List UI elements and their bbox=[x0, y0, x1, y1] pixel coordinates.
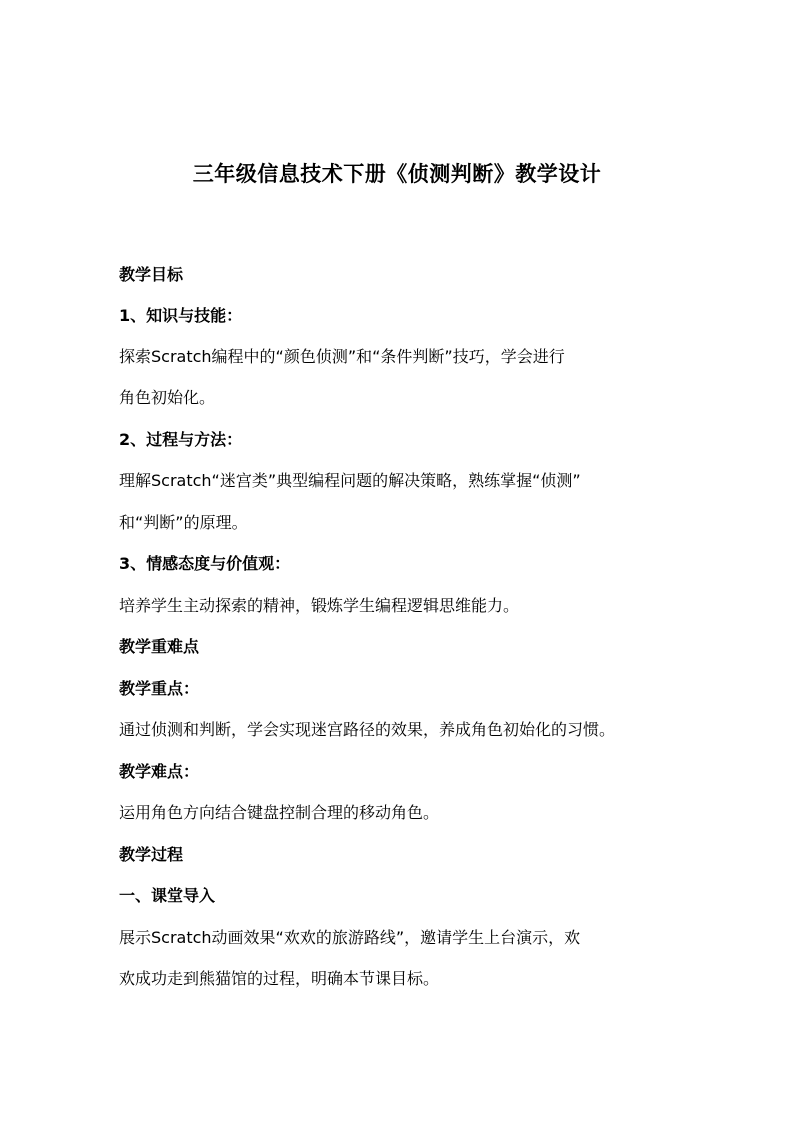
section-heading-process: 教学过程 bbox=[119, 845, 184, 864]
paragraph-line: 培养学生主动探索的精神，锻炼学生编程逻辑思维能力。 bbox=[119, 596, 520, 615]
subheading-difficulty: 教学难点： bbox=[119, 762, 200, 781]
paragraph-line: 理解Scratch“迷宫类”典型编程问题的解决策略，熟练掌握“侦测” bbox=[119, 471, 581, 490]
paragraph-line: 运用角色方向结合键盘控制合理的移动角色。 bbox=[119, 803, 440, 822]
paragraph-line: 展示Scratch动画效果“欢欢的旅游路线”，邀请学生上台演示，欢 bbox=[119, 928, 581, 947]
paragraph-line: 欢成功走到熊猫馆的过程，明确本节课目标。 bbox=[119, 969, 440, 988]
paragraph-line: 通过侦测和判断，学会实现迷宫路径的效果，养成角色初始化的习惯。 bbox=[119, 720, 616, 739]
section-heading-objectives: 教学目标 bbox=[119, 265, 184, 284]
section-heading-key-points: 教学重难点 bbox=[119, 637, 200, 656]
subheading-attitude-values: 3、情感态度与价值观： bbox=[119, 554, 291, 573]
paragraph-line: 探索Scratch编程中的“颜色侦测”和“条件判断”技巧，学会进行 bbox=[119, 347, 565, 366]
subheading-knowledge-skills: 1、知识与技能： bbox=[119, 306, 243, 325]
paragraph-line: 角色初始化。 bbox=[119, 388, 216, 407]
subheading-key-point: 教学重点： bbox=[119, 679, 200, 698]
subheading-introduction: 一、课堂导入 bbox=[119, 886, 216, 905]
paragraph-line: 和“判断”的原理。 bbox=[119, 513, 248, 532]
subheading-process-methods: 2、过程与方法： bbox=[119, 430, 243, 449]
document-title: 三年级信息技术下册《侦测判断》教学设计 bbox=[192, 162, 602, 186]
